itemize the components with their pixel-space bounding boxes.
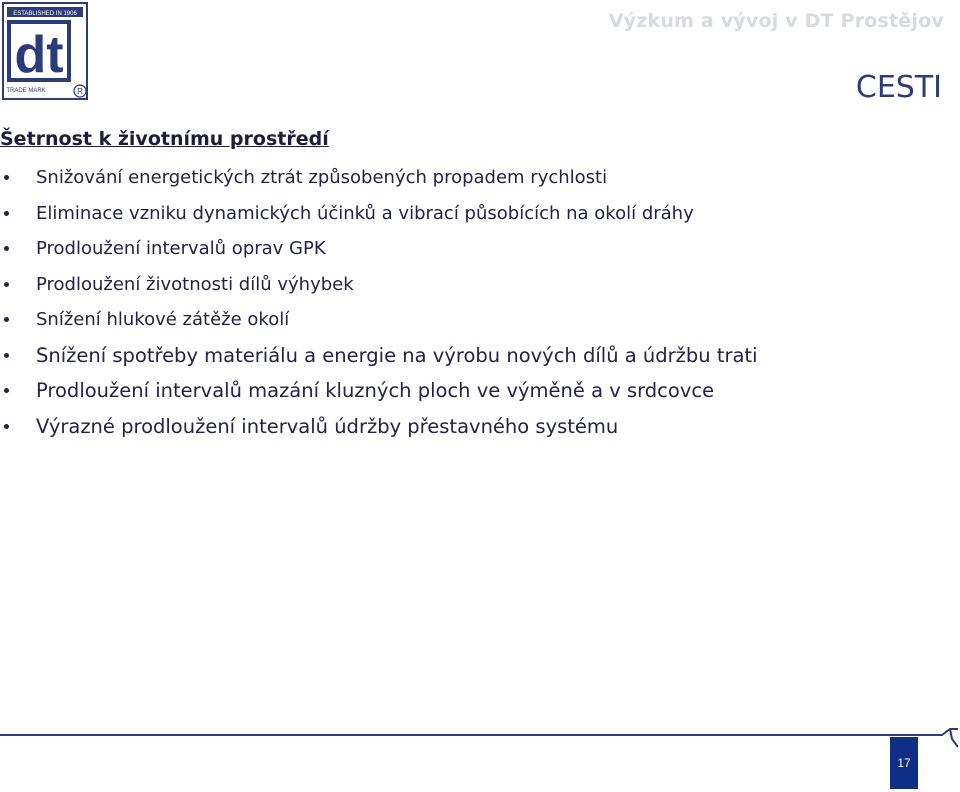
header-title: Výzkum a vývoj v DT Prostějov bbox=[608, 10, 944, 32]
list-item-text: Prodloužení intervalů oprav GPK bbox=[36, 238, 326, 259]
list-item bbox=[0, 163, 758, 199]
bullet-icon bbox=[4, 211, 9, 216]
logo-top-text: ESTABLISHED IN 1906 bbox=[13, 11, 77, 17]
list-item bbox=[0, 305, 758, 341]
bullet-icon bbox=[4, 246, 9, 251]
bullet-icon bbox=[4, 424, 9, 429]
list-item bbox=[0, 412, 758, 448]
footer-corner-decoration bbox=[928, 727, 958, 749]
list-item-text: Prodloužení intervalů mazání kluzných ploch ve výměně a v srdcovce bbox=[36, 379, 715, 402]
list-item-text: Výrazné prodloužení intervalů údržby přestavného systému bbox=[36, 414, 619, 438]
logo-text: dt bbox=[14, 26, 64, 84]
list-item-text: Snížení spotřeby materiálu a energie na výrobu nových dílů a údržbu trati bbox=[36, 343, 758, 367]
bullet-icon bbox=[4, 353, 9, 358]
list-item bbox=[0, 234, 758, 270]
list-item-text: Eliminace vzniku dynamických účinků a vibrací působících na okolí dráhy bbox=[36, 202, 694, 224]
cesti-label: CESTI bbox=[855, 70, 942, 105]
list-item-text: Snižování energetických ztrát způsobených propadem rychlosti bbox=[36, 167, 608, 188]
bullet-icon bbox=[4, 388, 9, 393]
svg-text:R: R bbox=[77, 87, 83, 96]
list-item bbox=[0, 199, 758, 235]
bullet-list bbox=[0, 163, 758, 447]
section-title: Šetrnost k životnímu prostředí bbox=[0, 128, 329, 150]
list-item bbox=[0, 270, 758, 306]
logo-bottom-text: TRADE MARK bbox=[6, 88, 46, 94]
bullet-icon bbox=[4, 317, 9, 322]
list-item-text: Prodloužení životnosti dílů výhybek bbox=[36, 273, 354, 295]
bullet-icon bbox=[4, 282, 9, 287]
list-item bbox=[0, 376, 758, 412]
bullet-icon bbox=[4, 175, 9, 180]
list-item-text: Snížení hlukové zátěže okolí bbox=[36, 309, 290, 330]
footer-divider bbox=[0, 734, 930, 736]
list-item bbox=[0, 341, 758, 377]
page-number: 17 bbox=[890, 737, 918, 789]
company-logo bbox=[2, 2, 88, 100]
